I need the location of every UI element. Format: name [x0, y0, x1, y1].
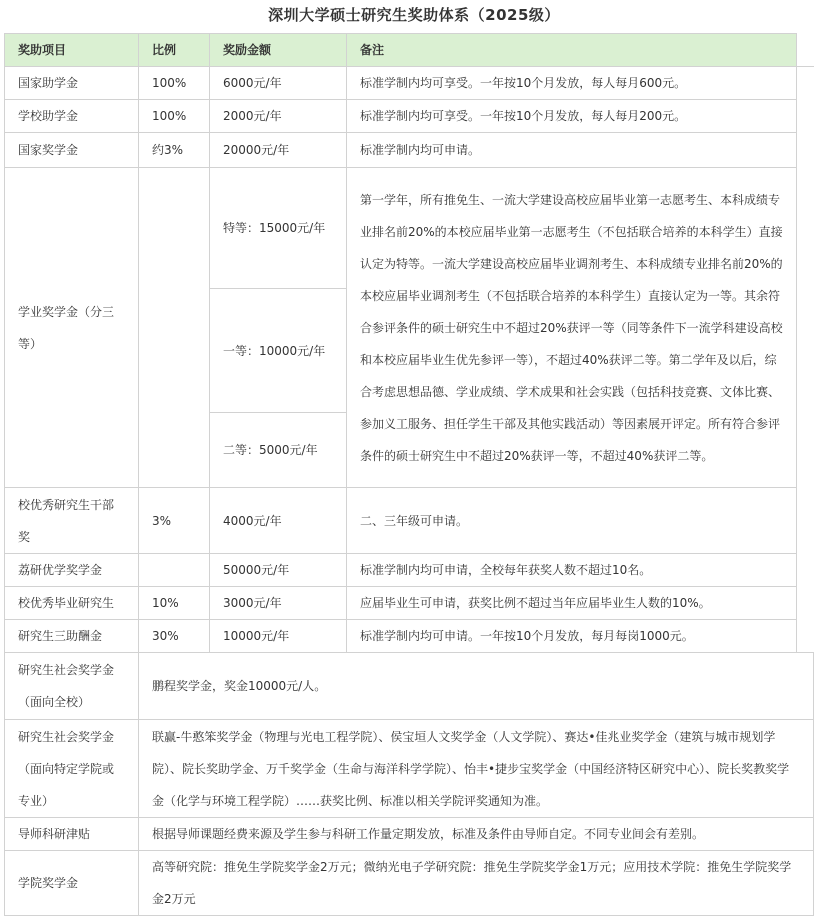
table-row [5, 851, 814, 916]
amount-cell: 10000元/年 [210, 620, 347, 653]
header-note: 备注 [347, 34, 797, 67]
item-cell: 研究生社会奖学金（面向特定学院或专业） [5, 720, 139, 818]
item-cell: 国家奖学金 [5, 133, 139, 168]
table-row [5, 67, 814, 100]
table-header-row [5, 34, 814, 67]
amount-cell: 6000元/年 [210, 67, 347, 100]
header-ratio: 比例 [139, 34, 210, 67]
spacer-cell [797, 587, 814, 620]
ratio-cell [139, 168, 210, 488]
scholarship-table [4, 33, 814, 916]
table-row [5, 488, 814, 554]
note-cell: 二、三年级可申请。 [347, 488, 797, 554]
item-cell: 研究生三助酬金 [5, 620, 139, 653]
note-cell: 应届毕业生可申请，获奖比例不超过当年应届毕业生人数的10%。 [347, 587, 797, 620]
note-cell: 标准学制内均可申请。 [347, 133, 797, 168]
spacer-cell [797, 620, 814, 653]
amount-cell: 4000元/年 [210, 488, 347, 554]
note-cell: 高等研究院：推免生学院奖学金2万元；微纳光电子学研究院：推免生学院奖学金1万元；应用技术学院：推免生学院奖学金2万元 [139, 851, 814, 916]
ratio-cell: 100% [139, 100, 210, 133]
header-item: 奖助项目 [5, 34, 139, 67]
ratio-cell: 10% [139, 587, 210, 620]
note-cell: 标准学制内均可享受。一年按10个月发放，每人每月200元。 [347, 100, 797, 133]
amount-cell: 2000元/年 [210, 100, 347, 133]
amount-cell: 3000元/年 [210, 587, 347, 620]
spacer-cell [797, 168, 814, 488]
tier-second-cell: 二等：5000元/年 [210, 413, 347, 488]
table-row [5, 720, 814, 818]
ratio-cell: 100% [139, 67, 210, 100]
item-cell: 学业奖学金（分三等） [5, 168, 139, 488]
item-cell: 校优秀研究生干部奖 [5, 488, 139, 554]
page-title: 深圳大学硕士研究生奖助体系（2025级） [268, 6, 560, 24]
spacer-cell [797, 133, 814, 168]
header-amount: 奖励金额 [210, 34, 347, 67]
table-row [5, 168, 814, 289]
item-cell: 学院奖学金 [5, 851, 139, 916]
spacer-cell [797, 554, 814, 587]
table-row [5, 620, 814, 653]
ratio-cell: 约3% [139, 133, 210, 168]
item-cell: 校优秀毕业研究生 [5, 587, 139, 620]
note-cell: 第一学年，所有推免生、一流大学建设高校应届毕业第一志愿考生、本科成绩专业排名前20%的本校应届毕业第一志愿考生（不包括联合培养的本科学生）直接认定为特等。一流大学建设高校应届毕业调剂考生、本科成绩专业排名前20%的本校应届毕业调剂考生（不包括联合培养的本科学生）直接认定为一等。其余符合参评条件的硕士研究生中不超过20%获评一等（同等条件下一流学科建设高校和本校应届毕业生优先参评一等），不超过40%获评二等。第二学年及以后，综合考虑思想品德、学业成绩、学术成果和社会实践（包括科技竞赛、文体比赛、参加义工服务、担任学生干部及其他实践活动）等因素展开评定。所有符合参评条件的硕士研究生中不超过20%获评一等，不超过40%获评二等。 [347, 168, 797, 488]
amount-cell: 20000元/年 [210, 133, 347, 168]
tier-special-cell: 特等：15000元/年 [210, 168, 347, 289]
tier-first-cell: 一等：10000元/年 [210, 289, 347, 413]
spacer-cell [797, 67, 814, 100]
note-cell: 根据导师课题经费来源及学生参与科研工作量定期发放，标准及条件由导师自定。不同专业间会有差别。 [139, 818, 814, 851]
amount-cell: 50000元/年 [210, 554, 347, 587]
item-cell: 学校助学金 [5, 100, 139, 133]
header-spacer [797, 34, 814, 67]
note-cell: 鹏程奖学金，奖金10000元/人。 [139, 653, 814, 720]
table-row [5, 818, 814, 851]
note-cell: 标准学制内均可享受。一年按10个月发放，每人每月600元。 [347, 67, 797, 100]
item-cell: 研究生社会奖学金（面向全校） [5, 653, 139, 720]
table-row [5, 653, 814, 720]
note-cell: 联赢-牛憨笨奖学金（物理与光电工程学院）、侯宝垣人文奖学金（人文学院）、赛达•佳兆业奖学金（建筑与城市规划学院）、院长奖助学金、万千奖学金（生命与海洋科学学院）、怡丰•捷步宝奖学金（中国经济特区研究中心）、院长奖教奖学金（化学与环境工程学院）……获奖比例、标准以相关学院评奖通知为准。 [139, 720, 814, 818]
item-cell: 国家助学金 [5, 67, 139, 100]
table-row [5, 133, 814, 168]
ratio-cell: 3% [139, 488, 210, 554]
ratio-cell: 30% [139, 620, 210, 653]
table-row [5, 554, 814, 587]
table-row [5, 587, 814, 620]
spacer-cell [797, 100, 814, 133]
item-cell: 导师科研津贴 [5, 818, 139, 851]
note-cell: 标准学制内均可申请。一年按10个月发放，每月每岗1000元。 [347, 620, 797, 653]
note-cell: 标准学制内均可申请，全校每年获奖人数不超过10名。 [347, 554, 797, 587]
item-cell: 荔研优学奖学金 [5, 554, 139, 587]
table-row [5, 100, 814, 133]
spacer-cell [797, 488, 814, 554]
ratio-cell [139, 554, 210, 587]
